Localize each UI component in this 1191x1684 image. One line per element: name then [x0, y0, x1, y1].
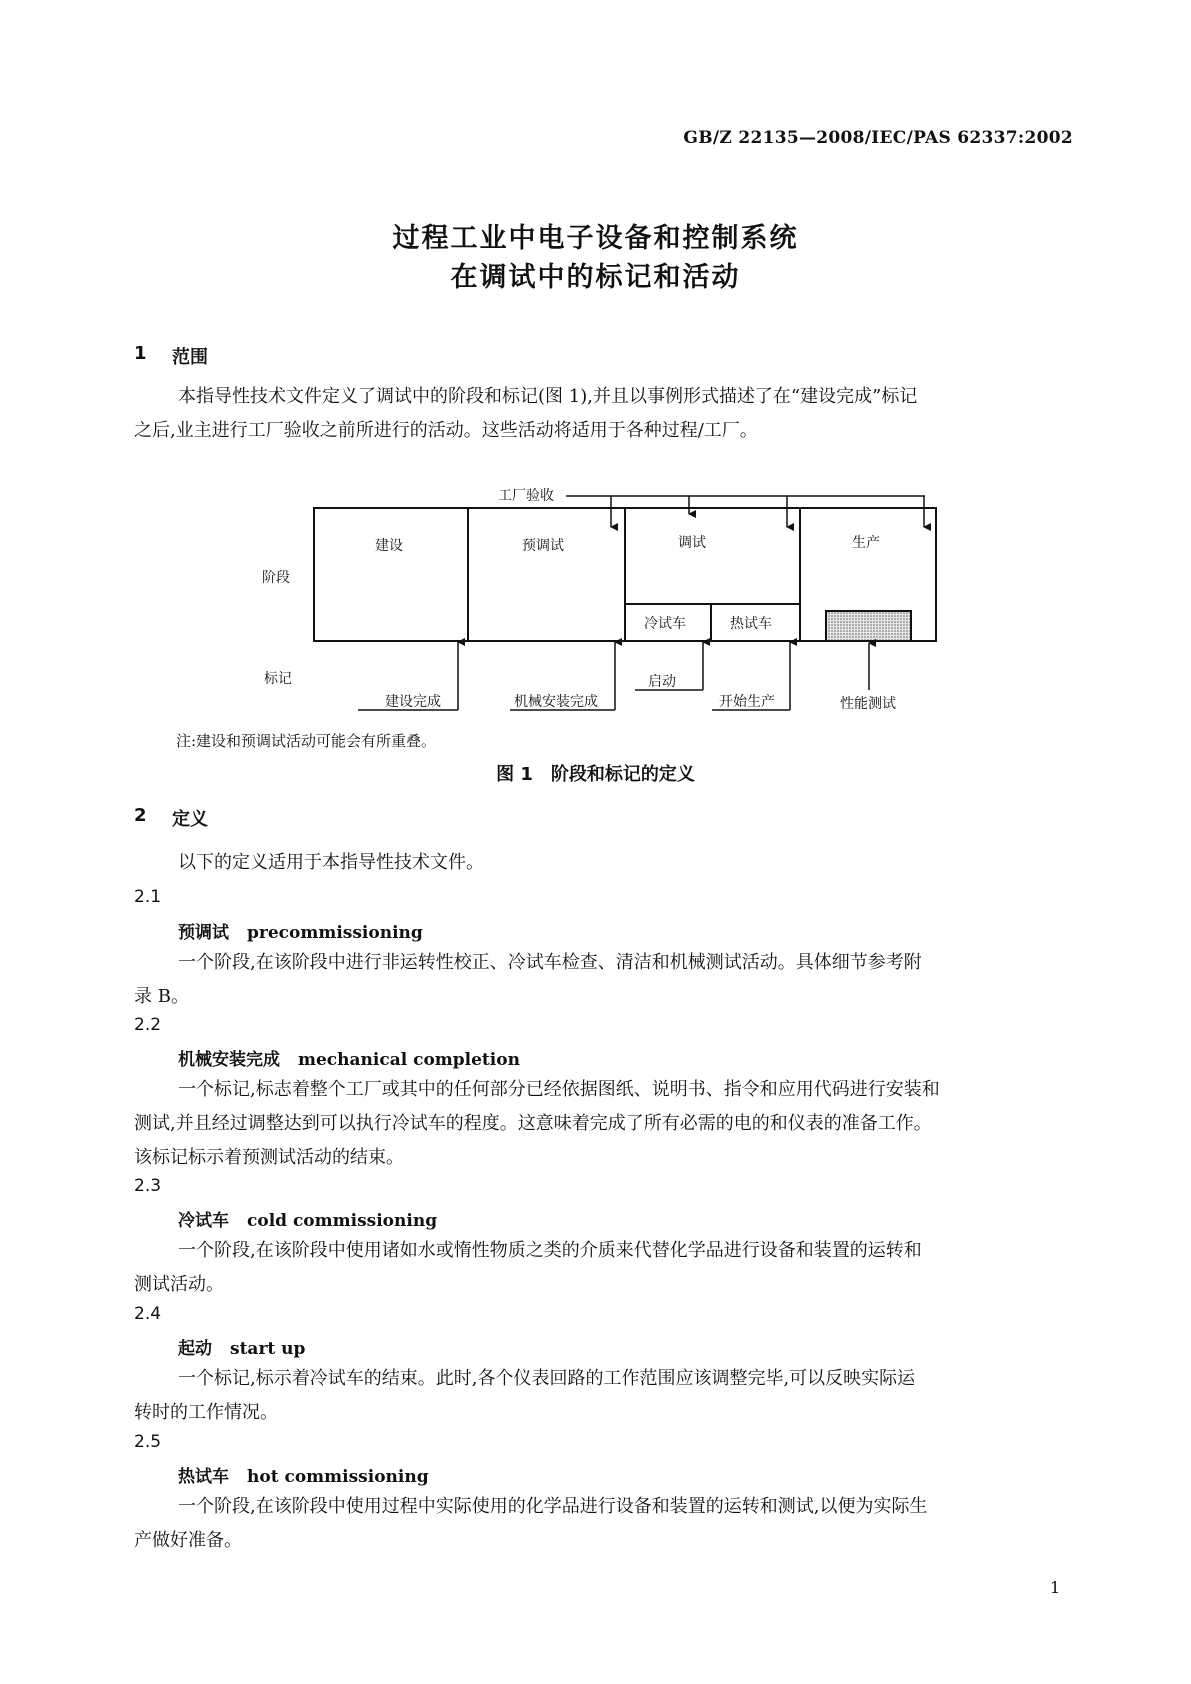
- phase-construction: 建设: [375, 538, 403, 554]
- definition-line: 测试,并且经过调整达到可以执行冷试车的程度。这意味着完成了所有必需的电的和仪表的准备工作。: [134, 1113, 932, 1134]
- section1-paragraph-line1: 本指导性技术文件定义了调试中的阶段和标记(图 1),并且以事例形式描述了在“建设完成”标记: [178, 386, 918, 407]
- definition-number: 2.2: [134, 1015, 162, 1035]
- definition-term: [178, 1462, 429, 1487]
- definition-line: 产做好准备。: [134, 1530, 242, 1551]
- subphase-cold-commissioning: 冷试车: [644, 616, 686, 632]
- term-en: precommissioning: [247, 923, 423, 943]
- standard-number: GB/Z 22135—2008/IEC/PAS 62337:2002: [683, 128, 1073, 148]
- figure-note: 注:建设和预调试活动可能会有所重叠。: [176, 732, 437, 750]
- document-title-line1: 过程工业中电子设备和控制系统: [392, 223, 799, 254]
- figure-caption: 图 1 阶段和标记的定义: [496, 764, 695, 785]
- row-label-phase: 阶段: [262, 570, 290, 586]
- phase-precommissioning: 预调试: [522, 538, 564, 554]
- definition-line: 一个标记,标示着冷试车的结束。此时,各个仪表回路的工作范围应该调整完毕,可以反映实际运: [178, 1368, 916, 1389]
- milestone-start-up: 启动: [648, 674, 676, 690]
- section1-paragraph-line2: 之后,业主进行工厂验收之前所进行的活动。这些活动将适用于各种过程/工厂。: [134, 420, 758, 441]
- definition-line: 该标记标示着预测试活动的结束。: [134, 1147, 404, 1168]
- milestone-construction-complete: 建设完成: [385, 694, 441, 710]
- row-label-milestone: 标记: [264, 671, 292, 687]
- definition-number: 2.3: [134, 1176, 162, 1196]
- plant-acceptance-label: 工厂验收: [498, 488, 554, 504]
- phase-milestone-diagram: [0, 0, 1191, 720]
- definition-term: [178, 1045, 520, 1070]
- term-en: hot commissioning: [247, 1467, 429, 1487]
- definition-line: 一个阶段,在该阶段中进行非运转性校正、冷试车检查、清洁和机械测试活动。具体细节参考附: [178, 952, 922, 973]
- milestone-start-production: 开始生产: [719, 694, 775, 710]
- definition-number: 2.1: [134, 887, 162, 907]
- performance-test-box: [826, 611, 911, 641]
- page-number: 1: [1050, 1578, 1061, 1597]
- document-title-line2: 在调试中的标记和活动: [450, 262, 741, 293]
- definition-line: 一个阶段,在该阶段中使用过程中实际使用的化学品进行设备和装置的运转和测试,以便为实际生: [178, 1496, 928, 1517]
- definition-term: [178, 918, 423, 943]
- definition-number: 2.5: [134, 1432, 162, 1452]
- definition-line: 转时的工作情况。: [134, 1402, 278, 1423]
- term-en: start up: [230, 1339, 306, 1359]
- term-zh: 机械安装完成: [178, 1050, 280, 1070]
- definition-term: [178, 1206, 437, 1231]
- definition-line: 录 B。: [134, 986, 189, 1007]
- phase-commissioning: 调试: [678, 535, 706, 551]
- definition-line: 一个阶段,在该阶段中使用诸如水或惰性物质之类的介质来代替化学品进行设备和装置的运转和: [178, 1240, 922, 1261]
- definition-term: [178, 1334, 305, 1359]
- section1-number: 1: [134, 343, 147, 364]
- section2-number: 2: [134, 805, 147, 826]
- section1-heading: 范围: [172, 347, 208, 368]
- milestone-performance-test: 性能测试: [840, 696, 896, 712]
- section2-heading: 定义: [172, 809, 208, 830]
- subphase-hot-commissioning: 热试车: [730, 616, 772, 632]
- section2-intro: 以下的定义适用于本指导性技术文件。: [178, 852, 484, 873]
- definition-line: 测试活动。: [134, 1274, 224, 1295]
- term-zh: 起动: [178, 1339, 212, 1359]
- phase-production: 生产: [852, 535, 880, 551]
- definition-number: 2.4: [134, 1304, 162, 1324]
- term-en: mechanical completion: [298, 1050, 520, 1070]
- term-zh: 冷试车: [178, 1211, 229, 1231]
- milestone-mechanical-completion: 机械安装完成: [514, 694, 598, 710]
- term-zh: 预调试: [178, 923, 229, 943]
- term-en: cold commissioning: [247, 1211, 438, 1231]
- definition-line: 一个标记,标志着整个工厂或其中的任何部分已经依据图纸、说明书、指令和应用代码进行安装和: [178, 1079, 940, 1100]
- term-zh: 热试车: [178, 1467, 229, 1487]
